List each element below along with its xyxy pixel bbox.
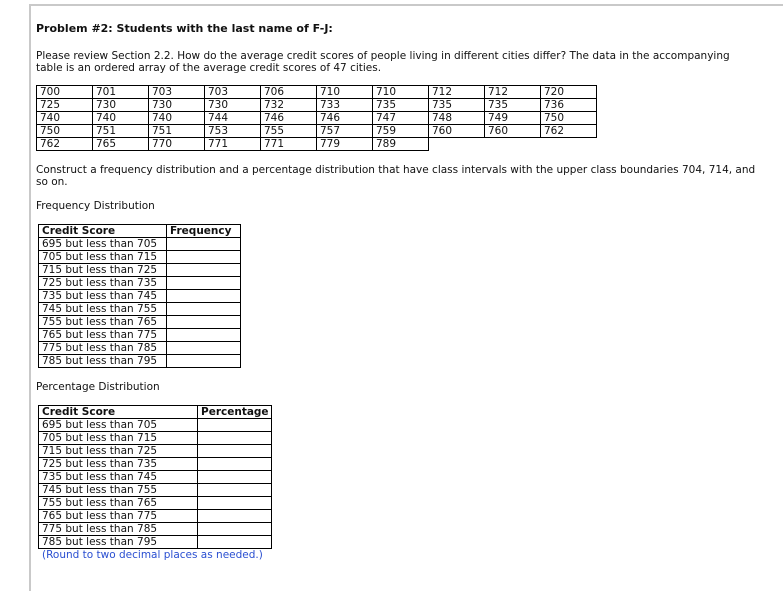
data-cell: 760 <box>485 125 541 138</box>
frequency-row <box>39 264 241 277</box>
percentage-answer-cell[interactable] <box>198 419 272 432</box>
frequency-class-label: 725 but less than 735 <box>39 277 167 290</box>
frame-left-border <box>29 4 31 591</box>
data-cell: 701 <box>93 86 149 99</box>
frequency-class-label: 765 but less than 775 <box>39 329 167 342</box>
frequency-distribution-label: Frequency Distribution <box>36 200 155 212</box>
data-cell: 762 <box>37 138 93 151</box>
percentage-answer-cell[interactable] <box>198 523 272 536</box>
frequency-answer-cell[interactable] <box>167 303 241 316</box>
frequency-row <box>39 238 241 251</box>
percentage-row <box>39 510 272 523</box>
data-cell: 748 <box>429 112 485 125</box>
frequency-answer-cell[interactable] <box>167 264 241 277</box>
frequency-class-label: 715 but less than 725 <box>39 264 167 277</box>
percentage-answer-cell[interactable] <box>198 536 272 549</box>
percentage-class-label: 735 but less than 745 <box>39 471 198 484</box>
frequency-answer-cell[interactable] <box>167 277 241 290</box>
data-row <box>37 125 597 138</box>
percentage-answer-cell[interactable] <box>198 510 272 523</box>
percentage-row <box>39 471 272 484</box>
data-cell: 730 <box>149 99 205 112</box>
data-cell: 779 <box>317 138 373 151</box>
data-cell: 710 <box>317 86 373 99</box>
data-cell: 750 <box>541 112 597 125</box>
data-cell: 730 <box>93 99 149 112</box>
rounding-note: (Round to two decimal places as needed.) <box>42 549 263 561</box>
data-cell: 720 <box>541 86 597 99</box>
data-cell: 712 <box>485 86 541 99</box>
frequency-row <box>39 329 241 342</box>
percentage-class-label: 695 but less than 705 <box>39 419 198 432</box>
percentage-row <box>39 497 272 510</box>
data-cell: 751 <box>93 125 149 138</box>
problem-intro: Please review Section 2.2. How do the average credit scores of people living in different cities differ? The data in the accompanying table is an ordered array of the average credit scores of 47 cities. <box>36 50 730 74</box>
data-cell: 770 <box>149 138 205 151</box>
data-cell: 747 <box>373 112 429 125</box>
frequency-row <box>39 277 241 290</box>
percentage-class-label: 745 but less than 755 <box>39 484 198 497</box>
percentage-distribution-table <box>38 405 272 549</box>
data-cell: 762 <box>541 125 597 138</box>
data-cell: 700 <box>37 86 93 99</box>
frequency-class-label: 695 but less than 705 <box>39 238 167 251</box>
data-cell: 740 <box>149 112 205 125</box>
percentage-class-label: 715 but less than 725 <box>39 445 198 458</box>
data-cell: 746 <box>317 112 373 125</box>
data-cell: 732 <box>261 99 317 112</box>
percentage-answer-cell[interactable] <box>198 497 272 510</box>
data-cell: 703 <box>149 86 205 99</box>
percentage-header-credit-score: Credit Score <box>39 406 198 419</box>
data-cell: 712 <box>429 86 485 99</box>
frame-top-border <box>29 4 783 6</box>
frequency-answer-cell[interactable] <box>167 342 241 355</box>
frequency-answer-cell[interactable] <box>167 355 241 368</box>
percentage-distribution-label: Percentage Distribution <box>36 381 160 393</box>
frequency-header-credit-score: Credit Score <box>39 225 167 238</box>
data-cell: 753 <box>205 125 261 138</box>
percentage-row <box>39 458 272 471</box>
frequency-class-label: 705 but less than 715 <box>39 251 167 264</box>
data-cell: 733 <box>317 99 373 112</box>
data-cell: 789 <box>373 138 429 151</box>
credit-score-data-table <box>36 85 597 151</box>
percentage-class-label: 755 but less than 765 <box>39 497 198 510</box>
frequency-row <box>39 251 241 264</box>
frequency-class-label: 755 but less than 765 <box>39 316 167 329</box>
percentage-row <box>39 432 272 445</box>
frequency-row <box>39 342 241 355</box>
data-cell: 755 <box>261 125 317 138</box>
data-row <box>37 86 597 99</box>
percentage-class-label: 705 but less than 715 <box>39 432 198 445</box>
data-cell: 744 <box>205 112 261 125</box>
percentage-class-label: 725 but less than 735 <box>39 458 198 471</box>
frequency-row <box>39 290 241 303</box>
frequency-row <box>39 316 241 329</box>
percentage-class-label: 765 but less than 775 <box>39 510 198 523</box>
data-cell: 757 <box>317 125 373 138</box>
data-cell: 751 <box>149 125 205 138</box>
percentage-answer-cell[interactable] <box>198 432 272 445</box>
data-cell: 771 <box>205 138 261 151</box>
frequency-answer-cell[interactable] <box>167 329 241 342</box>
frequency-answer-cell[interactable] <box>167 316 241 329</box>
data-row <box>37 99 597 112</box>
percentage-class-label: 785 but less than 795 <box>39 536 198 549</box>
data-cell: 706 <box>261 86 317 99</box>
data-cell: 765 <box>93 138 149 151</box>
percentage-row <box>39 484 272 497</box>
frequency-class-label: 735 but less than 745 <box>39 290 167 303</box>
percentage-class-label: 775 but less than 785 <box>39 523 198 536</box>
frequency-class-label: 775 but less than 785 <box>39 342 167 355</box>
problem-title: Problem #2: Students with the last name of F-J: <box>36 22 333 35</box>
data-cell: 735 <box>485 99 541 112</box>
data-cell: 759 <box>373 125 429 138</box>
data-row <box>37 138 597 151</box>
data-cell: 749 <box>485 112 541 125</box>
frequency-answer-cell[interactable] <box>167 238 241 251</box>
percentage-answer-cell[interactable] <box>198 445 272 458</box>
data-cell: 740 <box>37 112 93 125</box>
frequency-answer-cell[interactable] <box>167 251 241 264</box>
percentage-header-percentage: Percentage <box>198 406 272 419</box>
frequency-row <box>39 355 241 368</box>
percentage-row <box>39 419 272 432</box>
data-cell: 730 <box>205 99 261 112</box>
data-cell: 771 <box>261 138 317 151</box>
percentage-answer-cell[interactable] <box>198 484 272 497</box>
data-cell: 760 <box>429 125 485 138</box>
percentage-answer-cell[interactable] <box>198 471 272 484</box>
percentage-row <box>39 536 272 549</box>
data-cell: 725 <box>37 99 93 112</box>
frequency-class-label: 785 but less than 795 <box>39 355 167 368</box>
frequency-distribution-table <box>38 224 241 368</box>
percentage-answer-cell[interactable] <box>198 458 272 471</box>
data-cell: 735 <box>429 99 485 112</box>
percentage-row <box>39 445 272 458</box>
problem-instruction: Construct a frequency distribution and a percentage distribution that have class intervals with the upper class boundaries 704, 714, and so on. <box>36 164 756 188</box>
frequency-class-label: 745 but less than 755 <box>39 303 167 316</box>
data-cell: 735 <box>373 99 429 112</box>
data-cell: 750 <box>37 125 93 138</box>
data-cell: 710 <box>373 86 429 99</box>
data-cell: 703 <box>205 86 261 99</box>
data-row <box>37 112 597 125</box>
frequency-answer-cell[interactable] <box>167 290 241 303</box>
percentage-row <box>39 523 272 536</box>
frequency-row <box>39 303 241 316</box>
data-cell: 746 <box>261 112 317 125</box>
data-cell: 740 <box>93 112 149 125</box>
data-cell: 736 <box>541 99 597 112</box>
frequency-header-frequency: Frequency <box>167 225 241 238</box>
